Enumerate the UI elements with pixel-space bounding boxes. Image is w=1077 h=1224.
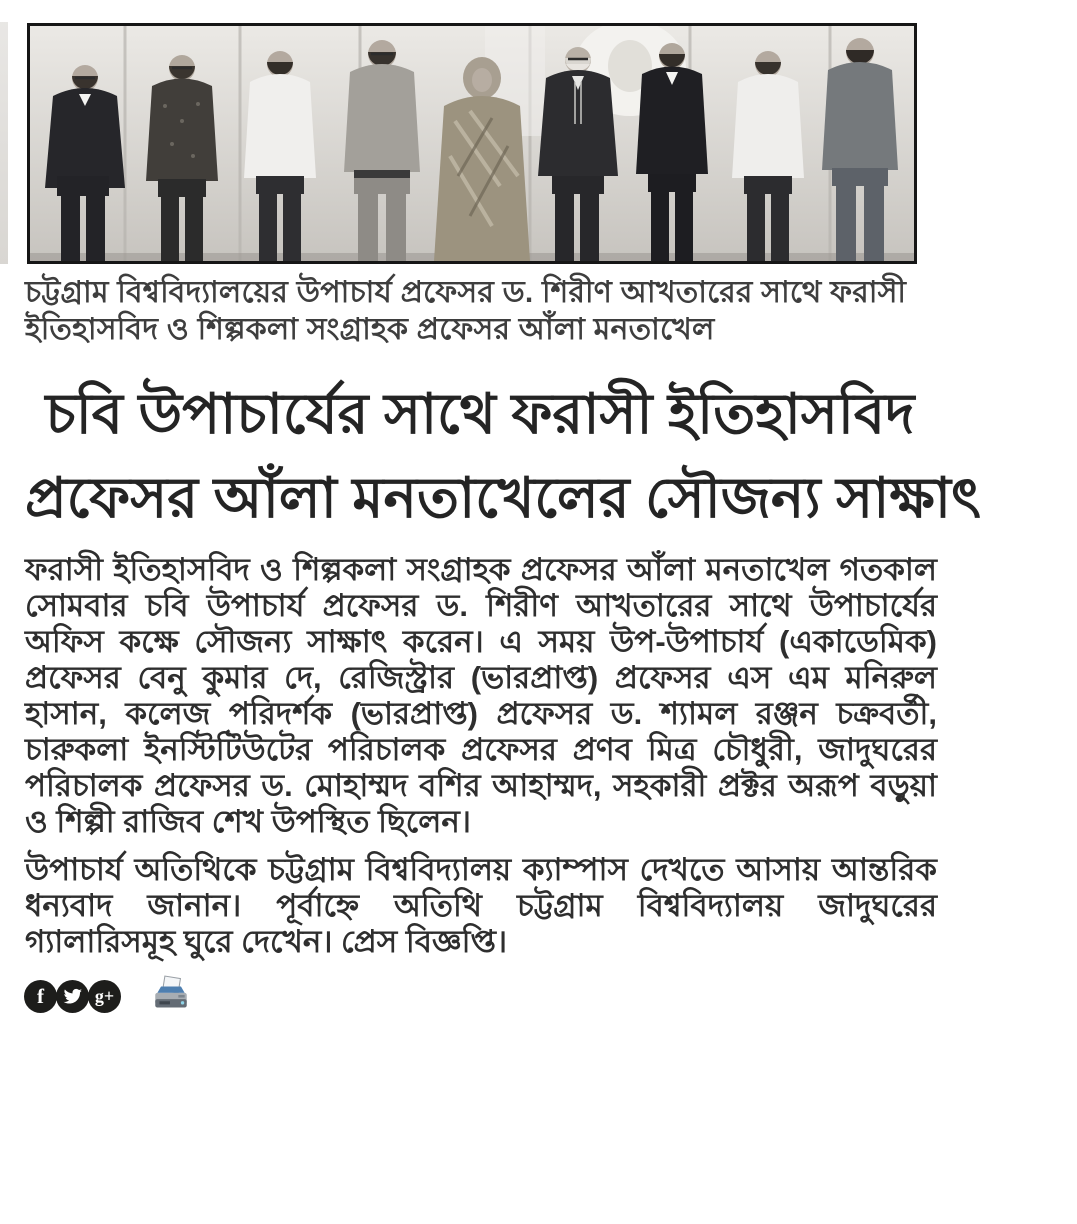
photo-caption-line-1: চট্টগ্রাম বিশ্ববিদ্যালয়ের উপাচার্য প্রফেসর ড. শিরীণ আখতারের সাথে ফরাসী xyxy=(25,276,907,309)
google-plus-icon: g+ xyxy=(94,986,115,1006)
twitter-icon xyxy=(63,987,82,1006)
facebook-share-button[interactable] xyxy=(24,980,57,1013)
google-plus-share-button[interactable] xyxy=(88,980,121,1013)
printer-icon xyxy=(150,975,192,1017)
headline-line-2: প্রফেসর আঁলা মনতাখেলের সৌজন্য সাক্ষাৎ xyxy=(25,466,981,529)
share-bar xyxy=(24,976,192,1016)
group-photo-illustration xyxy=(30,26,914,261)
headline-line-1: চবি উপাচার্যের সাথে ফরাসী ইতিহাসবিদ xyxy=(45,382,915,445)
article-paragraph-2: উপাচার্য অতিথিকে চট্টগ্রাম বিশ্ববিদ্যালয় ক্যাম্পাস দেখতে আসায় আন্তরিক ধন্যবাদ জানান। পূর্বাহ্নে অতিথি চট্টগ্রাম বিশ্ববিদ্যালয় জাদুঘরের গ্যালারিসমূহ ঘুরে দেখেন। প্রেস বিজ্ঞপ্তি। xyxy=(25,852,937,959)
facebook-icon: f xyxy=(37,983,44,1008)
article-headline xyxy=(25,372,981,540)
article-photo xyxy=(27,23,917,264)
photo-caption xyxy=(25,274,940,348)
article-paragraph-1: ফরাসী ইতিহাসবিদ ও শিল্পকলা সংগ্রাহক প্রফেসর আঁলা মনতাখেল গতকাল সোমবার চবি উপাচার্য প্রফেসর ড. শিরীণ আখতারের সাথে উপাচার্যের অফিস কক্ষে সৌজন্য সাক্ষাৎ করেন। এ সময় উপ-উপাচার্য (একাডেমিক) প্রফেসর বেনু কুমার দে, রেজিস্ট্রার (ভারপ্রাপ্ত) প্রফেসর এস এম মনিরুল হাসান, কলেজ পরিদর্শক (ভারপ্রাপ্ত) প্রফেসর ড. শ্যামল রঞ্জন চক্রবর্তী, চারুকলা ইনস্টিটিউটের পরিচালক প্রফেসর প্রণব মিত্র চৌধুরী, জাদুঘরের পরিচালক প্রফেসর ড. মোহাম্মদ বশির আহাম্মদ, সহকারী প্রক্টর অরূপ বড়ুয়া ও শিল্পী রাজিব শেখ উপস্থিত ছিলেন। xyxy=(25,552,937,839)
twitter-share-button[interactable] xyxy=(56,980,89,1013)
article-body xyxy=(25,552,937,972)
print-button[interactable] xyxy=(150,975,192,1017)
photo-caption-line-2: ইতিহাসবিদ ও শিল্পকলা সংগ্রাহক প্রফেসর আঁলা মনতাখেল xyxy=(25,313,715,346)
page-edge-artifact xyxy=(0,22,8,264)
